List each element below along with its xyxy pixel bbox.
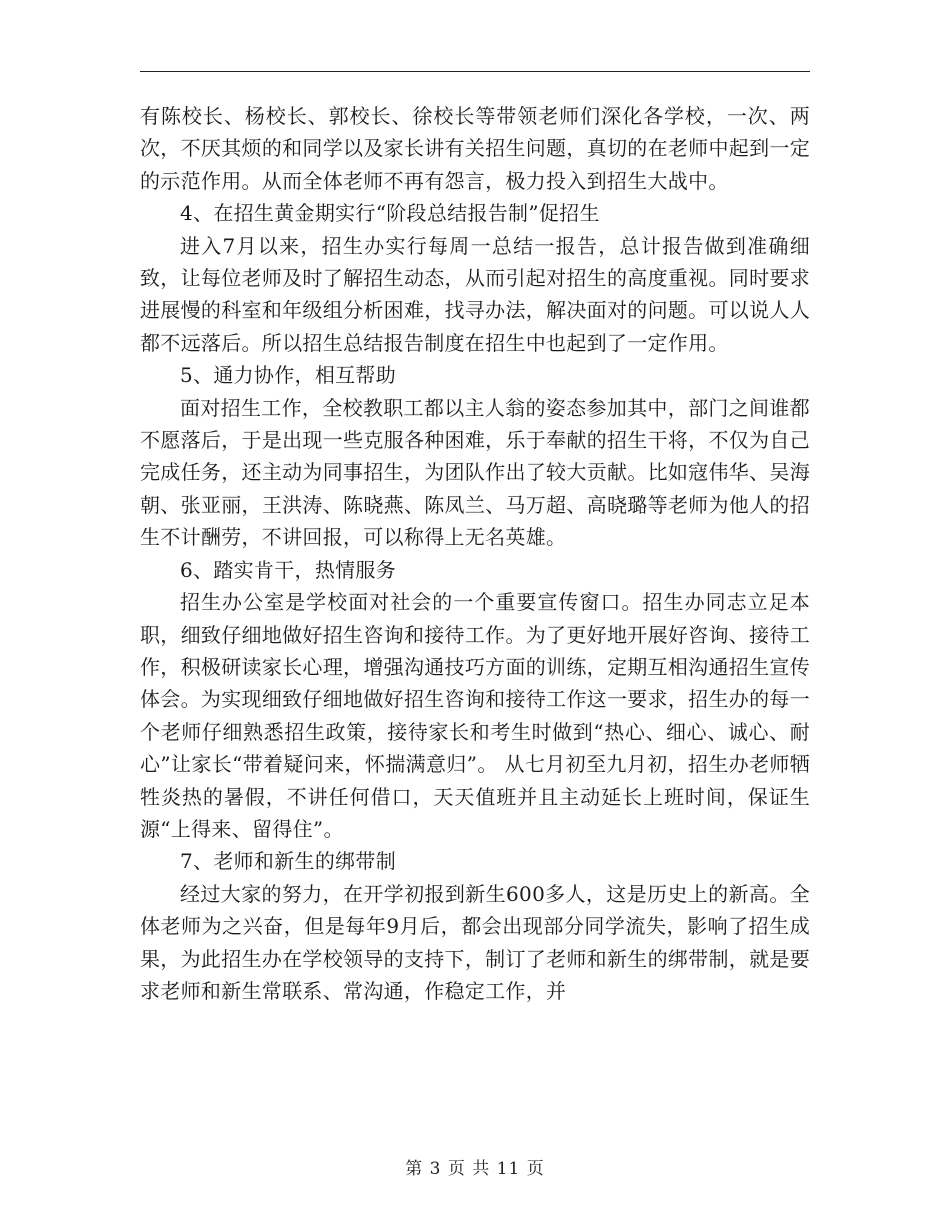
paragraph-cooperation: 面对招生工作，全校教职工都以主人翁的姿态参加其中，部门之间谁都不愿落后，于是出现一些克服各种困难，乐于奉献的招生干将，不仅为自己完成任务，还主动为同事招生，为团队作出了较大贡献。比如寇伟华、吴海朝、张亚丽，王洪涛、陈晓燕、陈凤兰、马万超、高晓璐等老师为他人的招生不计酬劳，不讲回报，可以称得上无名英雄。 [140, 395, 810, 550]
heading-cooperation: 5、通力协作，相互帮助 [180, 363, 397, 388]
paragraph-binding-system: 经过大家的努力，在开学初报到新生600多人，这是历史上的新高。全体老师为之兴奋，但是每年9月后，都会出现部分同学流失，影响了招生成果，为此招生办在学校领导的支持下，制订了老师和新生的绑带制，就是要求老师和新生常联系、常沟通，作稳定工作，并 [140, 881, 810, 1003]
paragraph-service: 招生办公室是学校面对社会的一个重要宣传窗口。招生办同志立足本职，细致仔细地做好招生咨询和接待工作。为了更好地开展好咨询、接待工作，积极研读家长心理，增强沟通技巧方面的训练，定期互相沟通招生宣传体会。为实现细致仔细地做好招生咨询和接待工作这一要求，招生办的每一个老师仔细熟悉招生政策，接待家长和考生时做到“热心、细心、诚心、耐心”让家长“带着疑问来，怀揣满意归”。 从七月初至九月初，招生办老师牺牲炎热的暑假，不讲任何借口，天天值班并且主动延长上班时间，保证生源“上得来、留得住”。 [140, 590, 810, 841]
document-body [140, 100, 810, 1007]
heading-binding-system: 7、老师和新生的绑带制 [180, 849, 397, 874]
heading-service: 6、踏实肯干，热情服务 [180, 557, 397, 582]
page-number: 第 3 页 共 11 页 [405, 1159, 545, 1179]
paragraph-principals: 有陈校长、杨校长、郭校长、徐校长等带领老师们深化各学校，一次、两次，不厌其烦的和同学以及家长讲有关招生问题，真切的在老师中起到一定的示范作用。从而全体老师不再有怨言，极力投入到招生大战中。 [140, 104, 810, 193]
header-rule [140, 71, 810, 72]
heading-stage-report: 4、在招生黄金期实行“阶段总结报告制”促招生 [180, 201, 600, 226]
paragraph-stage-report: 进入7月以来，招生办实行每周一总结一报告，总计报告做到准确细致，让每位老师及时了解招生动态，从而引起对招生的高度重视。同时要求进展慢的科室和年级组分析困难，找寻办法，解决面对的问题。可以说人人都不远落后。所以招生总结报告制度在招生中也起到了一定作用。 [140, 233, 810, 355]
